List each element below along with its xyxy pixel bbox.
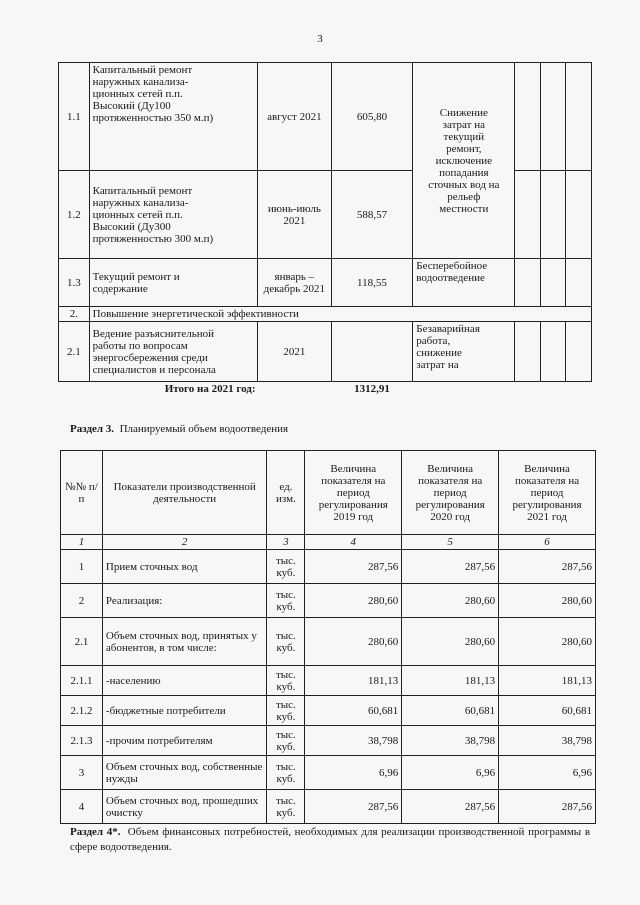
row-number: 3 [61,756,103,790]
value-2019: 6,96 [305,756,402,790]
row-number: 2.1 [59,322,90,382]
indicator-name: Реализация: [102,584,267,618]
row-number: 2.1 [61,618,103,666]
section-3-title: Раздел 3. Планируемый объем водоотведения [70,423,289,435]
value-2021: 38,798 [499,726,596,756]
measure-period: 2021 [258,322,332,382]
table-row [61,666,596,696]
value-2019: 60,681 [305,696,402,726]
table-row [61,790,596,824]
empty-cell [566,322,592,382]
indicator-name: -населению [102,666,267,696]
section-4-text: Раздел 4*. Объем финансовых потребностей, необходимых для реализации производственной программы в сфере водоотведения. [70,826,591,853]
column-header: №№ п/п [61,451,103,535]
row-number: 2.1.1 [61,666,103,696]
indicator-name: Объем сточных вод, собственные нужды [102,756,267,790]
table-row [59,322,592,382]
row-number: 1.1 [59,63,90,171]
row-number: 1.3 [59,259,90,307]
measure-effect: Бесперебойное водоотведение [413,259,515,307]
column-number: 1 [61,535,103,550]
measure-name: Капитальный ремонт наружных канализа- ционных сетей п.п. Высокий (Ду300 протяженностью 300 м.п) [89,171,257,259]
value-2020: 38,798 [402,726,499,756]
empty-cell [515,171,541,259]
table-row [59,307,592,322]
empty-cell [540,63,566,171]
value-2020: 181,13 [402,666,499,696]
value-2020: 280,60 [402,584,499,618]
value-2021: 181,13 [499,666,596,696]
column-number: 6 [499,535,596,550]
value-2021: 280,60 [499,584,596,618]
row-number: 1.2 [59,171,90,259]
column-header: Величина показателя на период регулирования 2021 год [499,451,596,535]
table-row [61,584,596,618]
unit: тыс. куб. [267,618,305,666]
empty-cell [515,259,541,307]
table-row [61,756,596,790]
value-2020: 287,56 [402,790,499,824]
measure-effect: Безаварийная работа, снижение затрат на [413,322,515,382]
indicator-name: -прочим потребителям [102,726,267,756]
value-2019: 287,56 [305,790,402,824]
value-2021: 287,56 [499,550,596,584]
column-number: 4 [305,535,402,550]
unit: тыс. куб. [267,696,305,726]
column-header: ед. изм. [267,451,305,535]
column-number: 2 [102,535,267,550]
section-heading: Повышение энергетической эффективности [89,307,591,322]
indicator-name: Объем сточных вод, прошедших очистку [102,790,267,824]
indicator-name: Прием сточных вод [102,550,267,584]
empty-cell [566,63,592,171]
empty-cell [540,171,566,259]
row-number: 2.1.3 [61,726,103,756]
empty-cell [515,63,541,171]
total-value: 1312,91 [354,383,390,395]
measure-effect: Снижение затрат на текущий ремонт, исключение попадания сточных вод на рельеф местности [413,63,515,259]
table-row [59,63,592,171]
row-number: 2 [61,584,103,618]
row-number: 1 [61,550,103,584]
column-number: 5 [402,535,499,550]
indicator-name: Объем сточных вод, принятых у абонентов, в том числе: [102,618,267,666]
column-header: Показатели производственной деятельности [102,451,267,535]
indicator-name: -бюджетные потребители [102,696,267,726]
row-number: 2. [59,307,90,322]
unit: тыс. куб. [267,550,305,584]
measure-amount: 118,55 [331,259,413,307]
value-2021: 287,56 [499,790,596,824]
unit: тыс. куб. [267,584,305,618]
measures-table [58,62,592,396]
column-header: Величина показателя на период регулирования 2019 год [305,451,402,535]
table-row [61,618,596,666]
measure-amount: 588,57 [331,171,413,259]
column-header: Величина показателя на период регулирования 2020 год [402,451,499,535]
row-number: 4 [61,790,103,824]
value-2019: 181,13 [305,666,402,696]
value-2019: 280,60 [305,618,402,666]
total-label: Итого на 2021 год: [164,383,256,395]
value-2021: 280,60 [499,618,596,666]
measure-period: июнь-июль 2021 [258,171,332,259]
empty-cell [566,259,592,307]
row-number: 2.1.2 [61,696,103,726]
value-2020: 60,681 [402,696,499,726]
measure-amount [331,322,413,382]
table-header-row [61,451,596,535]
table-row [61,726,596,756]
value-2020: 6,96 [402,756,499,790]
unit: тыс. куб. [267,756,305,790]
value-2019: 38,798 [305,726,402,756]
value-2020: 280,60 [402,618,499,666]
table-row [61,696,596,726]
column-number-row [61,535,596,550]
measure-name: Текущий ремонт и содержание [89,259,257,307]
unit: тыс. куб. [267,726,305,756]
measure-amount: 605,80 [331,63,413,171]
value-2019: 280,60 [305,584,402,618]
unit: тыс. куб. [267,790,305,824]
total-row [59,382,592,397]
value-2021: 60,681 [499,696,596,726]
value-2020: 287,56 [402,550,499,584]
empty-cell [540,322,566,382]
measure-period: январь – декабрь 2021 [258,259,332,307]
page-number: 3 [317,33,323,45]
table-row [61,550,596,584]
table-row [59,259,592,307]
value-2021: 6,96 [499,756,596,790]
measure-name: Капитальный ремонт наружных канализа- ционных сетей п.п. Высокий (Ду100 протяженностью 350 м.п) [89,63,257,171]
measure-name: Ведение разъяснительной работы по вопросам энергосбережения среди специалистов и персонала [89,322,257,382]
empty-cell [566,171,592,259]
column-number: 3 [267,535,305,550]
measure-period: август 2021 [258,63,332,171]
volume-table [60,450,596,824]
empty-cell [540,259,566,307]
unit: тыс. куб. [267,666,305,696]
value-2019: 287,56 [305,550,402,584]
empty-cell [515,322,541,382]
